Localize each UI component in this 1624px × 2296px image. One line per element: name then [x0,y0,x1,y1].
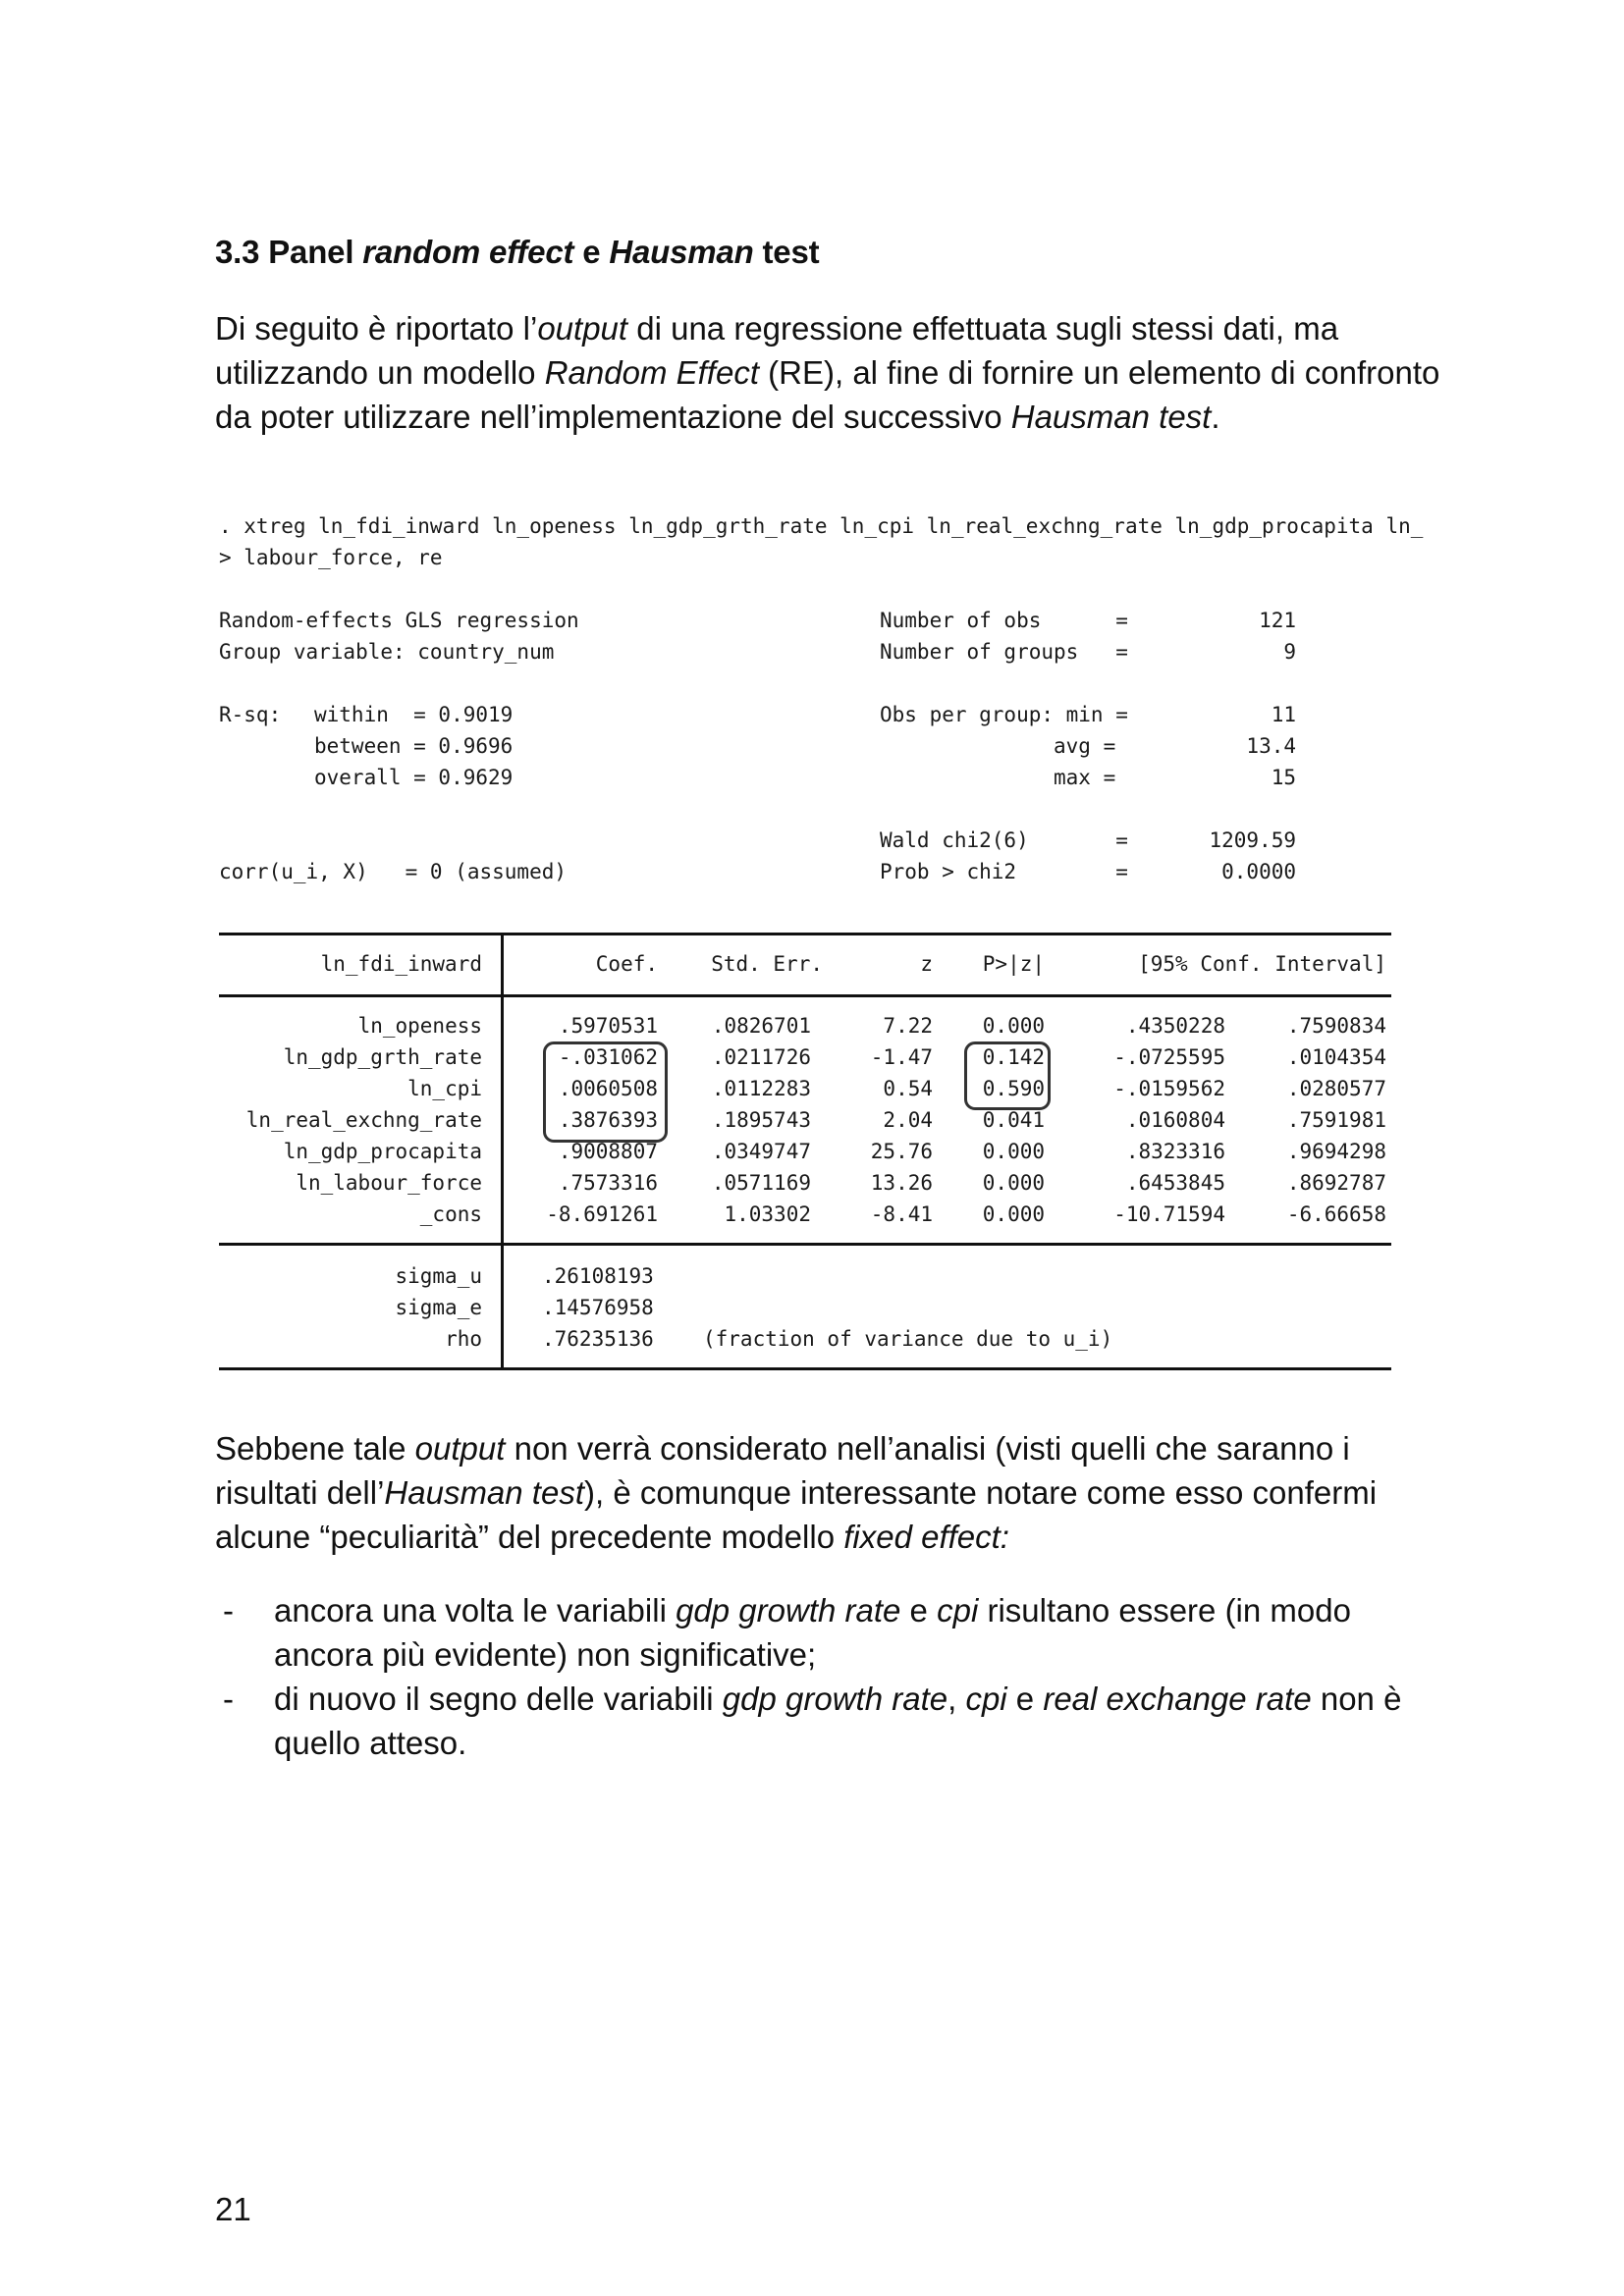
sigma-value: .26108193 [542,1264,654,1288]
heading-number: 3.3 Panel [215,234,363,270]
row-coef: .5970531 [558,1014,658,1038]
stat-value: 121 [1259,609,1296,632]
stat-value: 0.0000 [1221,860,1296,883]
stat-label: avg = [880,734,1116,758]
row-ci-high: .0104354 [1286,1045,1386,1069]
row-z: -8.41 [870,1202,933,1226]
row-ci-low: -.0725595 [1113,1045,1225,1069]
list-item [215,1588,1452,1677]
row-ci-low: .4350228 [1125,1014,1225,1038]
table-divider [501,933,504,1370]
stat-label: Prob > chi2 = [880,860,1128,883]
row-std-err: .0826701 [711,1014,811,1038]
text-span: di nuovo il segno delle variabili [274,1681,723,1717]
row-variable: _cons [419,1202,482,1226]
header-std-err: Std. Err. [711,952,823,976]
text-span: . [1211,399,1220,435]
row-variable: ln_labour_force [296,1171,482,1195]
row-ci-low: -.0159562 [1113,1077,1225,1100]
row-ci-high: -6.66658 [1286,1202,1386,1226]
row-coef: -8.691261 [546,1202,658,1226]
model-title: Random-effects GLS regression [219,609,579,632]
row-ci-high: .7590834 [1286,1014,1386,1038]
row-ci-low: .0160804 [1125,1108,1225,1132]
row-std-err: 1.03302 [724,1202,811,1226]
row-z: 13.26 [870,1171,933,1195]
row-p: 0.000 [982,1140,1045,1163]
table-mid-rule [219,1243,1391,1246]
row-p: 0.000 [982,1202,1045,1226]
text-span: Di seguito è riportato l’ [215,310,538,347]
text-span: risultano essere (in modo ancora più evidente) non significative; [274,1592,1351,1673]
text-span: ancora una volta le variabili [274,1592,677,1629]
row-variable: ln_gdp_grth_rate [283,1045,482,1069]
row-coef: .3876393 [558,1108,658,1132]
table-header-rule [219,994,1391,997]
page-number: 21 [215,2191,251,2227]
section-heading [215,234,819,271]
stat-value: 9 [1283,640,1296,664]
row-p: 0.142 [982,1045,1045,1069]
text-span: , [947,1681,966,1717]
group-variable: Group variable: country_num [219,640,555,664]
header-z: z [920,952,933,976]
stat-label: Obs per group: min = [880,703,1128,726]
row-variable: ln_cpi [407,1077,482,1100]
row-z: 25.76 [870,1140,933,1163]
header-p: P>|z| [982,952,1045,976]
row-z: -1.47 [870,1045,933,1069]
list-dash: - [223,1681,234,1717]
row-std-err: .1895743 [711,1108,811,1132]
list-item [215,1677,1452,1765]
intro-paragraph [215,306,1452,439]
row-std-err: .0112283 [711,1077,811,1100]
row-ci-high: .0280577 [1286,1077,1386,1100]
stat-label: Number of groups = [880,640,1128,664]
text-span: non verrà considerato nell’analisi (visti quelli che saranno i risultati dell’ [215,1430,1350,1511]
table-top-rule [219,933,1391,935]
text-span: di una regressione effettuata sugli stessi dati, ma utilizzando un modello [215,310,1339,391]
row-ci-low: .8323316 [1125,1140,1225,1163]
italic-span: output [537,310,628,347]
text-span: (RE), al fine di fornire un elemento di confronto da poter utilizzare nell’implementazione del successivo [215,354,1440,435]
header-coef: Coef. [595,952,658,976]
italic-span: gdp growth rate [722,1681,948,1717]
italic-span: Hausman test [384,1474,584,1511]
row-variable: ln_gdp_procapita [283,1140,482,1163]
italic-span: Random Effect [544,354,759,391]
highlight-box-coefficients [543,1041,668,1143]
stat-label: Number of obs = [880,609,1128,632]
italic-span: fixed effect: [843,1519,1009,1555]
rsq-label: R-sq: [219,703,282,726]
row-coef: .7573316 [558,1171,658,1195]
rsq-between: between = 0.9696 [314,734,514,758]
rsq-overall: overall = 0.9629 [314,766,514,789]
row-z: 7.22 [883,1014,933,1038]
row-ci-low: -10.71594 [1113,1202,1225,1226]
stat-value: 13.4 [1246,734,1296,758]
row-coef: .9008807 [558,1140,658,1163]
stata-command-line-2: > labour_force, re [219,546,443,569]
text-span: Sebbene tale [215,1430,415,1467]
stat-label: max = [880,766,1116,789]
row-ci-low: .6453845 [1125,1171,1225,1195]
corr-assumption: corr(u_i, X) = 0 (assumed) [219,860,568,883]
row-p: 0.041 [982,1108,1045,1132]
list-dash: - [223,1592,234,1629]
rho-note: (fraction of variance due to u_i) [703,1327,1113,1351]
heading-connector: e [573,234,610,270]
stat-value: 11 [1271,703,1296,726]
rsq-within: within = 0.9019 [314,703,514,726]
row-std-err: .0349747 [711,1140,811,1163]
row-ci-high: .7591981 [1286,1108,1386,1132]
sigma-variable: sigma_u [395,1264,482,1288]
header-conf-interval: [95% Conf. Interval] [1138,952,1386,976]
row-std-err: .0211726 [711,1045,811,1069]
italic-span: cpi [965,1681,1007,1717]
row-coef: -.031062 [558,1045,658,1069]
findings-list [215,1588,1452,1765]
sigma-variable: rho [445,1327,482,1351]
stat-value: 1209.59 [1209,828,1296,852]
row-ci-high: .8692787 [1286,1171,1386,1195]
text-span: e [1006,1681,1044,1717]
row-coef: .0060508 [558,1077,658,1100]
heading-italic-random-effect: random effect [362,234,574,270]
italic-span: output [414,1430,506,1467]
italic-span: cpi [937,1592,979,1629]
heading-end: test [753,234,820,270]
row-z: 2.04 [883,1108,933,1132]
sigma-value: .14576958 [542,1296,654,1319]
row-p: 0.000 [982,1014,1045,1038]
text-span: ), è comunque interessante notare come esso confermi alcune “peculiarità” del precedente modello [215,1474,1378,1555]
italic-span: real exchange rate [1043,1681,1312,1717]
row-std-err: .0571169 [711,1171,811,1195]
row-p: 0.590 [982,1077,1045,1100]
text-span: e [900,1592,938,1629]
sigma-variable: sigma_e [395,1296,482,1319]
stata-command-line-1: . xtreg ln_fdi_inward ln_openess ln_gdp_grth_rate ln_cpi ln_real_exchng_rate ln_gdp_procapita ln_ [219,514,1424,538]
stat-value: 15 [1271,766,1296,789]
stat-label: Wald chi2(6) = [880,828,1128,852]
italic-span: gdp growth rate [676,1592,901,1629]
header-dependent: ln_fdi_inward [320,952,482,976]
italic-span: Hausman test [1010,399,1212,435]
row-ci-high: .9694298 [1286,1140,1386,1163]
row-p: 0.000 [982,1171,1045,1195]
row-z: 0.54 [883,1077,933,1100]
discussion-paragraph [215,1426,1452,1559]
table-bottom-rule [219,1367,1391,1370]
heading-italic-hausman: Hausman [609,234,754,270]
row-variable: ln_openess [357,1014,482,1038]
text-span: non è quello atteso. [274,1681,1402,1761]
highlight-box-pvalues [964,1041,1051,1110]
sigma-value: .76235136 [542,1327,654,1351]
row-variable: ln_real_exchng_rate [245,1108,482,1132]
